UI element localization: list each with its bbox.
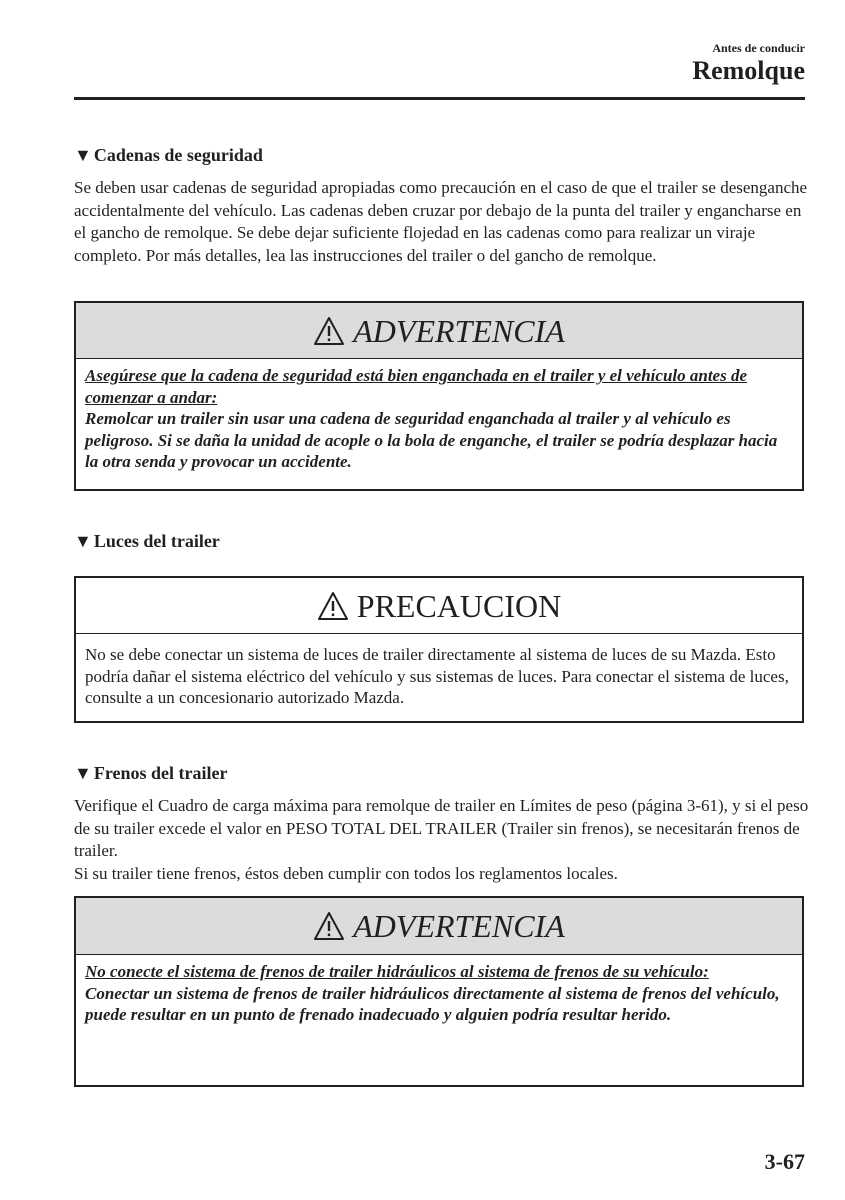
warning-box [74,896,804,1087]
caution-box-title: PRECAUCION [356,587,562,624]
warning-box [74,301,804,491]
section-heading-frenos [74,762,227,784]
warning-triangle-icon [313,911,345,941]
section-heading-label: Frenos del trailer [93,763,228,783]
section-body-frenos [74,795,809,885]
warning-lead: Asegúrese que la cadena de seguridad está bien enganchada en el trailer y el vehículo antes de comenzar a andar: [85,366,748,407]
section-heading-luces [74,530,220,552]
caution-box [74,576,804,723]
section-body-cadenas [74,177,809,267]
warning-box-header [76,303,802,359]
warning-box-title: ADVERTENCIA [353,312,565,349]
paragraph: Se deben usar cadenas de seguridad apropiadas como precaución en el caso de que el trailer se desenganche accidentalmente del vehículo. Las cadenas deben cruzar por debajo de la punta del trailer y engancharse en el gancho de remolque. Se debe dejar suficiente flojedad en las cadenas como para realizar un viraje completo. Por más detalles, lea las instrucciones del trailer o del gancho de remolque. [74,178,808,265]
chapter-label: Antes de conducir [712,41,805,55]
triangle-down-icon: ▼ [74,145,92,165]
header-divider [74,97,805,100]
warning-box-body [76,955,802,1034]
warning-text: Conectar un sistema de frenos de trailer hidráulicos directamente al sistema de frenos del vehículo, puede resultar en un punto de frenado inadecuado y alguien podría resultar herido. [85,983,780,1024]
triangle-down-icon: ▼ [74,531,92,551]
warning-triangle-icon [313,316,345,346]
paragraph: Si su trailer tiene frenos, éstos deben cumplir con todos los reglamentos locales. [74,863,618,883]
section-heading-label: Cadenas de seguridad [93,145,263,165]
warning-text: Remolcar un trailer sin usar una cadena de seguridad enganchada al trailer y al vehículo es peligroso. Si se daña la unidad de acople o la bola de enganche, el trailer se podría desplazar hacia la otra senda y provocar un accidente. [85,409,778,471]
caution-text: No se debe conectar un sistema de luces de trailer directamente al sistema de luces de su Mazda. Esto podría dañar el sistema eléctrico del vehículo y sus sistemas de luces. Para conectar el sistema de luces, consulte a un concesionario autorizado Mazda. [85,645,789,707]
caution-box-header [76,578,802,634]
warning-box-header [76,898,802,955]
warning-box-title: ADVERTENCIA [353,908,565,944]
warning-lead: No conecte el sistema de frenos de trailer hidráulicos al sistema de frenos de su vehículo: [85,962,709,981]
section-heading-label: Luces del trailer [93,531,220,551]
page-title: Remolque [692,56,805,85]
warning-box-body [76,359,802,481]
warning-triangle-icon [317,591,349,621]
paragraph: Verifique el Cuadro de carga máxima para remolque de trailer en Límites de peso (página 3-61), y si el peso de su trailer excede el valor en PESO TOTAL DEL TRAILER (Trailer sin frenos), se necesitarán frenos de trailer. [74,796,809,860]
page-number: 3-67 [764,1149,805,1174]
section-heading-cadenas [74,144,263,166]
triangle-down-icon: ▼ [74,763,92,783]
caution-box-body [76,634,802,717]
